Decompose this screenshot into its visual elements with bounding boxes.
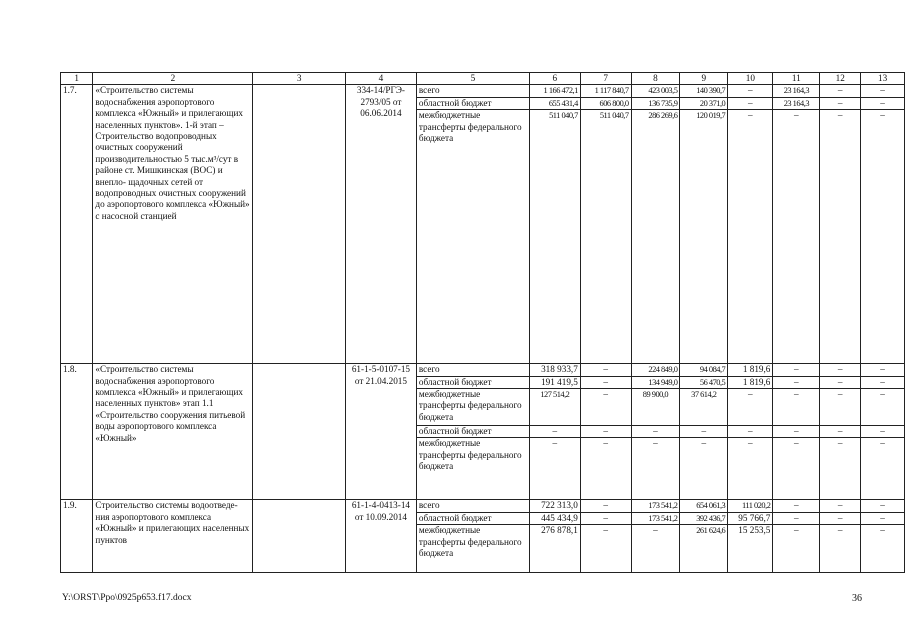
column-number: 10 bbox=[728, 73, 773, 85]
value-cell: 1 117 840,7 bbox=[580, 85, 631, 97]
value-cell: – bbox=[861, 525, 905, 573]
value-cell: – bbox=[861, 512, 905, 524]
value-cell: – bbox=[773, 110, 820, 364]
funding-source: областной бюджет bbox=[416, 97, 529, 109]
value-cell: 173 541,2 bbox=[631, 512, 680, 524]
table-row bbox=[61, 364, 905, 376]
column-number: 3 bbox=[253, 73, 345, 85]
value-cell: – bbox=[773, 438, 820, 500]
value-cell: – bbox=[861, 97, 905, 109]
value-cell: – bbox=[861, 389, 905, 426]
value-cell: – bbox=[861, 426, 905, 438]
value-cell: – bbox=[580, 376, 631, 388]
value-cell: 89 900,0 bbox=[631, 389, 680, 426]
value-cell: – bbox=[728, 426, 773, 438]
value-cell: 23 164,3 bbox=[773, 85, 820, 97]
value-cell: 23 164,3 bbox=[773, 97, 820, 109]
object-name: Строительство системы водоотведе- ния аэропортового комплекса «Южный» и прилегающих населенных пунктов bbox=[93, 500, 253, 573]
value-cell: 127 514,2 bbox=[529, 389, 580, 426]
column-number: 8 bbox=[631, 73, 680, 85]
value-cell: – bbox=[861, 364, 905, 376]
value-cell: 94 084,7 bbox=[680, 364, 728, 376]
value-cell: – bbox=[820, 97, 861, 109]
value-cell: 606 800,0 bbox=[580, 97, 631, 109]
expertise-document: 61-1-5-0107-15 от 21.04.2015 bbox=[345, 364, 416, 500]
value-cell: – bbox=[631, 438, 680, 500]
value-cell: 111 020,2 bbox=[728, 500, 773, 512]
expertise-document: 334-14/РГЭ- 2793/05 от 06.06.2014 bbox=[345, 85, 416, 364]
value-cell: – bbox=[728, 85, 773, 97]
value-cell: – bbox=[728, 438, 773, 500]
table-row bbox=[61, 85, 905, 97]
value-cell: – bbox=[773, 500, 820, 512]
funding-source: областной бюджет bbox=[416, 426, 529, 438]
object-name: «Строительство системы водоснабжения аэропортового комплекса «Южный» и прилегающих населенных пунктов». 1-й этап – Строительство водопроводных очистных сооружений производительностью 5 тыс.м³/сут в районе ст. Мишкинская (ВОС) и внепло- щадочных сетей от водопроводных очистных сооружений до аэропортового комплекса «Южный» с насосной станцией bbox=[93, 85, 253, 364]
value-cell: – bbox=[580, 389, 631, 426]
column-number: 4 bbox=[345, 73, 416, 85]
value-cell: – bbox=[820, 389, 861, 426]
funding-source: областной бюджет bbox=[416, 376, 529, 388]
value-cell: – bbox=[631, 525, 680, 573]
value-cell: 95 766,7 bbox=[728, 512, 773, 524]
budget-table bbox=[60, 72, 905, 573]
file-path: Y:\ORST\Ppo\0925p653.f17.docx bbox=[62, 593, 192, 603]
column-number: 11 bbox=[773, 73, 820, 85]
column-number-row bbox=[61, 73, 905, 85]
column-number: 5 bbox=[416, 73, 529, 85]
value-cell: 1 819,6 bbox=[728, 364, 773, 376]
value-cell: – bbox=[820, 85, 861, 97]
value-cell: – bbox=[820, 110, 861, 364]
value-cell: – bbox=[820, 376, 861, 388]
funding-source: всего bbox=[416, 500, 529, 512]
value-cell: – bbox=[580, 525, 631, 573]
item-number: 1.8. bbox=[61, 364, 93, 500]
value-cell: – bbox=[773, 525, 820, 573]
value-cell: – bbox=[773, 512, 820, 524]
value-cell: 20 371,0 bbox=[680, 97, 728, 109]
value-cell: 445 434,9 bbox=[529, 512, 580, 524]
value-cell: – bbox=[529, 438, 580, 500]
value-cell: 120 019,7 bbox=[680, 110, 728, 364]
object-name: «Строительство системы водоснабжения аэропортового комплекса «Южный» и прилегающих населенных пунктов» этап 1.1 «Строительство сооружения питьевой воды аэропортового комплекса «Южный» bbox=[93, 364, 253, 500]
empty-cell bbox=[253, 364, 345, 500]
value-cell: 511 040,7 bbox=[580, 110, 631, 364]
table-row bbox=[61, 500, 905, 512]
column-number: 7 bbox=[580, 73, 631, 85]
item-number: 1.7. bbox=[61, 85, 93, 364]
column-number: 1 bbox=[61, 73, 93, 85]
column-number: 6 bbox=[529, 73, 580, 85]
value-cell: – bbox=[820, 364, 861, 376]
value-cell: – bbox=[680, 426, 728, 438]
funding-source: межбюджетные трансферты федерального бюджета bbox=[416, 438, 529, 500]
value-cell: 191 419,5 bbox=[529, 376, 580, 388]
value-cell: 37 614,2 bbox=[680, 389, 728, 426]
expertise-document: 61-1-4-0413-14 от 10.09.2014 bbox=[345, 500, 416, 573]
value-cell: – bbox=[580, 512, 631, 524]
value-cell: – bbox=[820, 500, 861, 512]
column-number: 12 bbox=[820, 73, 861, 85]
value-cell: – bbox=[631, 426, 680, 438]
funding-source: межбюджетные трансферты федерального бюджета bbox=[416, 110, 529, 364]
value-cell: 261 624,6 bbox=[680, 525, 728, 573]
value-cell: – bbox=[820, 512, 861, 524]
value-cell: – bbox=[773, 389, 820, 426]
value-cell: – bbox=[728, 97, 773, 109]
funding-source: межбюджетные трансферты федерального бюджета bbox=[416, 389, 529, 426]
item-number: 1.9. bbox=[61, 500, 93, 573]
value-cell: – bbox=[680, 438, 728, 500]
value-cell: 140 390,7 bbox=[680, 85, 728, 97]
value-cell: – bbox=[529, 426, 580, 438]
value-cell: 1 166 472,1 bbox=[529, 85, 580, 97]
value-cell: – bbox=[861, 376, 905, 388]
value-cell: – bbox=[728, 110, 773, 364]
value-cell: – bbox=[580, 438, 631, 500]
funding-source: всего bbox=[416, 364, 529, 376]
value-cell: – bbox=[580, 426, 631, 438]
value-cell: – bbox=[820, 438, 861, 500]
column-number: 13 bbox=[861, 73, 905, 85]
value-cell: – bbox=[728, 389, 773, 426]
value-cell: 276 878,1 bbox=[529, 525, 580, 573]
value-cell: 423 003,5 bbox=[631, 85, 680, 97]
value-cell: 1 819,6 bbox=[728, 376, 773, 388]
funding-source: областной бюджет bbox=[416, 512, 529, 524]
funding-source: всего bbox=[416, 85, 529, 97]
value-cell: 511 040,7 bbox=[529, 110, 580, 364]
value-cell: 136 735,9 bbox=[631, 97, 680, 109]
empty-cell bbox=[253, 500, 345, 573]
value-cell: – bbox=[820, 525, 861, 573]
value-cell: – bbox=[773, 376, 820, 388]
value-cell: 173 541,2 bbox=[631, 500, 680, 512]
empty-cell bbox=[253, 85, 345, 364]
value-cell: – bbox=[773, 426, 820, 438]
value-cell: 56 470,5 bbox=[680, 376, 728, 388]
value-cell: 286 269,6 bbox=[631, 110, 680, 364]
value-cell: 224 849,0 bbox=[631, 364, 680, 376]
value-cell: 722 313,0 bbox=[529, 500, 580, 512]
value-cell: – bbox=[820, 426, 861, 438]
page-number: 36 bbox=[852, 593, 862, 604]
value-cell: – bbox=[580, 500, 631, 512]
value-cell: – bbox=[773, 364, 820, 376]
value-cell: – bbox=[861, 110, 905, 364]
value-cell: 15 253,5 bbox=[728, 525, 773, 573]
column-number: 9 bbox=[680, 73, 728, 85]
value-cell: 655 431,4 bbox=[529, 97, 580, 109]
value-cell: – bbox=[580, 364, 631, 376]
value-cell: – bbox=[861, 438, 905, 500]
value-cell: – bbox=[861, 500, 905, 512]
value-cell: 654 061,3 bbox=[680, 500, 728, 512]
value-cell: 318 933,7 bbox=[529, 364, 580, 376]
value-cell: 134 949,0 bbox=[631, 376, 680, 388]
value-cell: – bbox=[861, 85, 905, 97]
value-cell: 392 436,7 bbox=[680, 512, 728, 524]
funding-source: межбюджетные трансферты федерального бюджета bbox=[416, 525, 529, 573]
column-number: 2 bbox=[93, 73, 253, 85]
